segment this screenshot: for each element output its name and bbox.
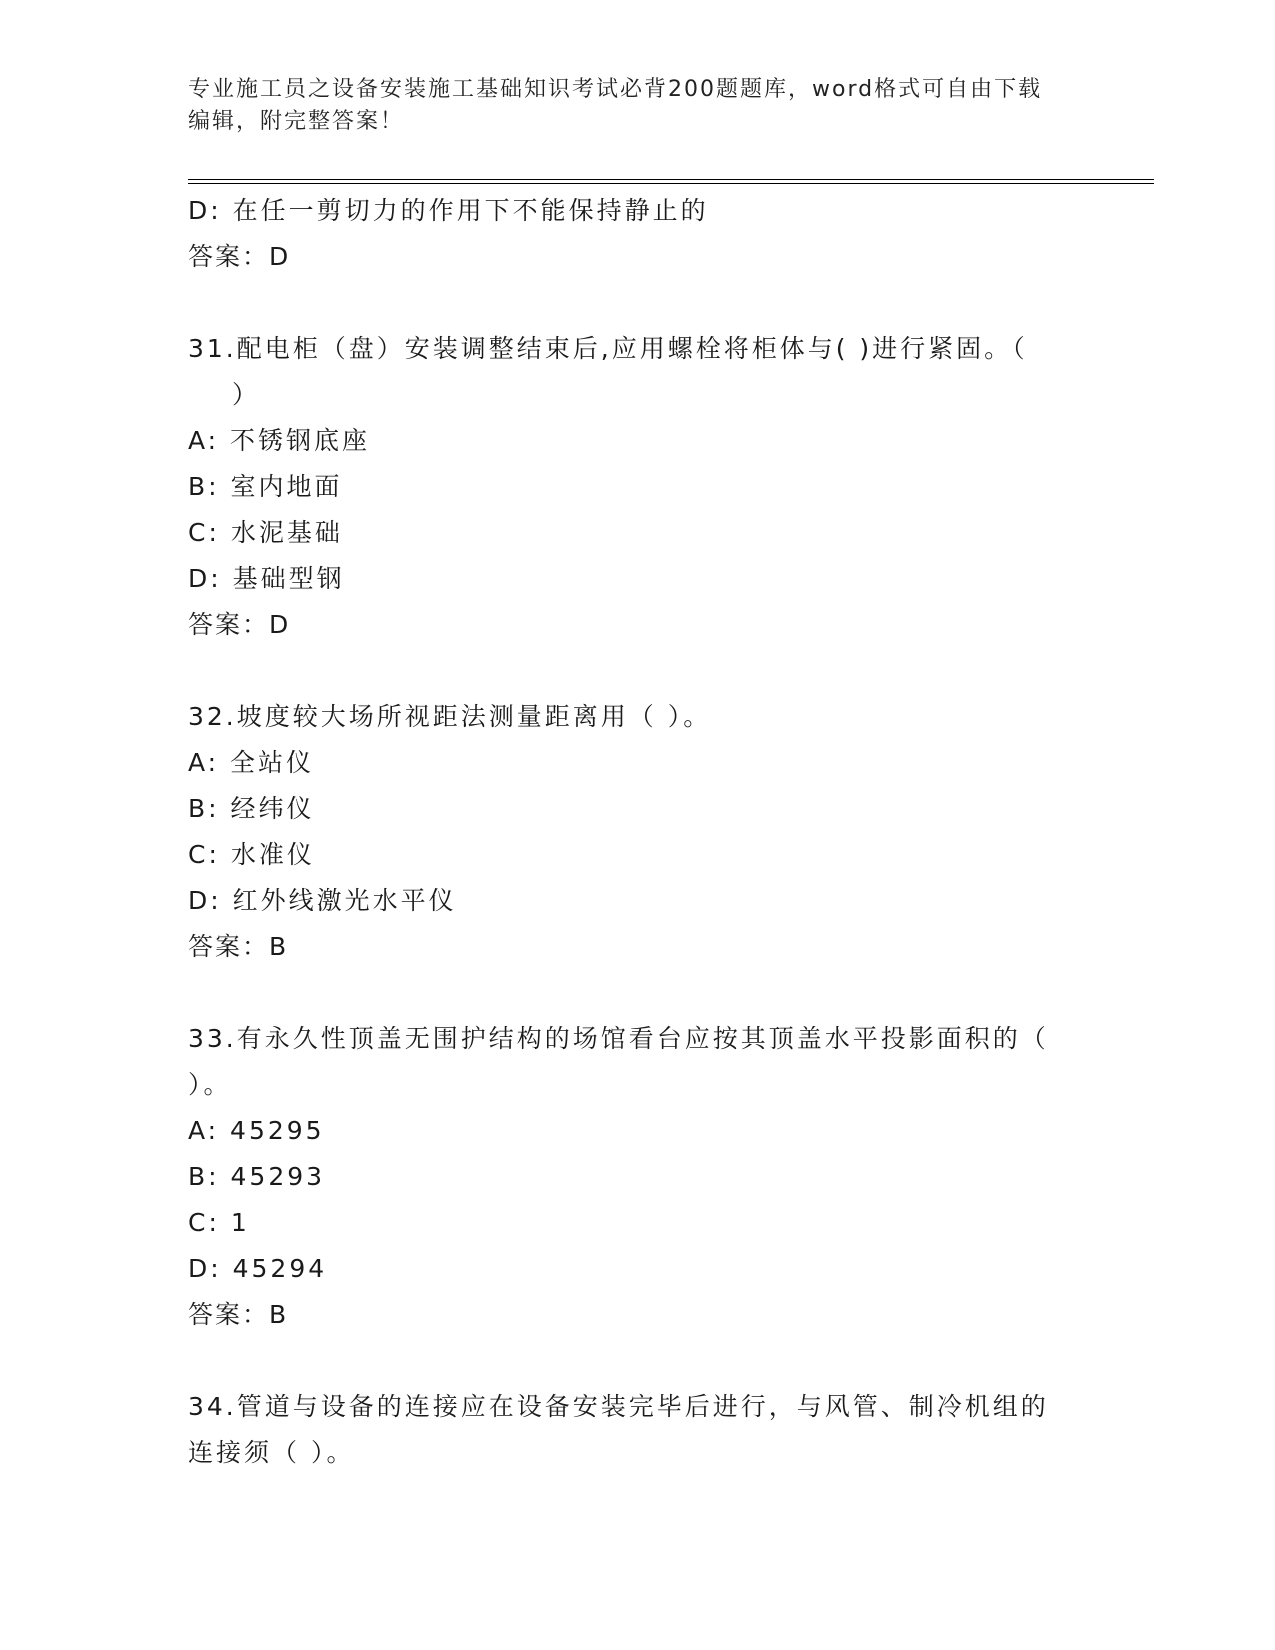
- option-b: B: 经纬仪: [188, 794, 315, 823]
- question-stem: 34.管道与设备的连接应在设备安装完毕后进行，与风管、制冷机组的: [188, 1392, 1049, 1421]
- question-stem: 33.有永久性顶盖无围护结构的场馆看台应按其顶盖水平投影面积的（: [188, 1024, 1049, 1053]
- question-stem-continuation: 连接须（ ）。: [188, 1438, 355, 1467]
- question-32: [188, 694, 1068, 970]
- header-divider-top: [188, 179, 1154, 180]
- question-list: [188, 188, 1068, 1476]
- option-b: B: 45293: [188, 1162, 326, 1191]
- previous-question-tail: [188, 188, 1068, 280]
- question-stem-continuation: ）。: [188, 1070, 232, 1099]
- question-stem: 31.配电柜（盘）安装调整结束后,应用螺栓将柜体与( )进行紧固。（: [188, 334, 1028, 363]
- option-c: C: 1: [188, 1208, 250, 1237]
- question-33: [188, 1016, 1068, 1338]
- question-31: [188, 326, 1068, 648]
- document-header: [188, 74, 1068, 138]
- option-a: A: 全站仪: [188, 748, 315, 777]
- option-d: D: 45294: [188, 1254, 328, 1283]
- option-d: D: 基础型钢: [188, 564, 345, 593]
- answer-line: 答案：B: [188, 932, 289, 961]
- option-c: C: 水泥基础: [188, 518, 343, 547]
- answer-line: 答案：D: [188, 610, 291, 639]
- header-line-2: 编辑，附完整答案！: [188, 109, 405, 134]
- option-a: A: 45295: [188, 1116, 325, 1145]
- header-divider-bottom: [188, 183, 1154, 184]
- header-line-1: 专业施工员之设备安装施工基础知识考试必背200题题库，word格式可自由下载: [188, 77, 1043, 102]
- answer-line: 答案：B: [188, 1300, 289, 1329]
- question-stem-continuation: ）: [232, 380, 261, 409]
- question-34: [188, 1384, 1068, 1476]
- option-d: D: 红外线激光水平仪: [188, 886, 457, 915]
- option-c: C: 水准仪: [188, 840, 315, 869]
- answer-line: 答案：D: [188, 242, 291, 271]
- question-stem: 32.坡度较大场所视距法测量距离用（ ）。: [188, 702, 712, 731]
- option-a: A: 不锈钢底座: [188, 426, 371, 455]
- option-d: D: 在任一剪切力的作用下不能保持静止的: [188, 196, 709, 225]
- option-b: B: 室内地面: [188, 472, 343, 501]
